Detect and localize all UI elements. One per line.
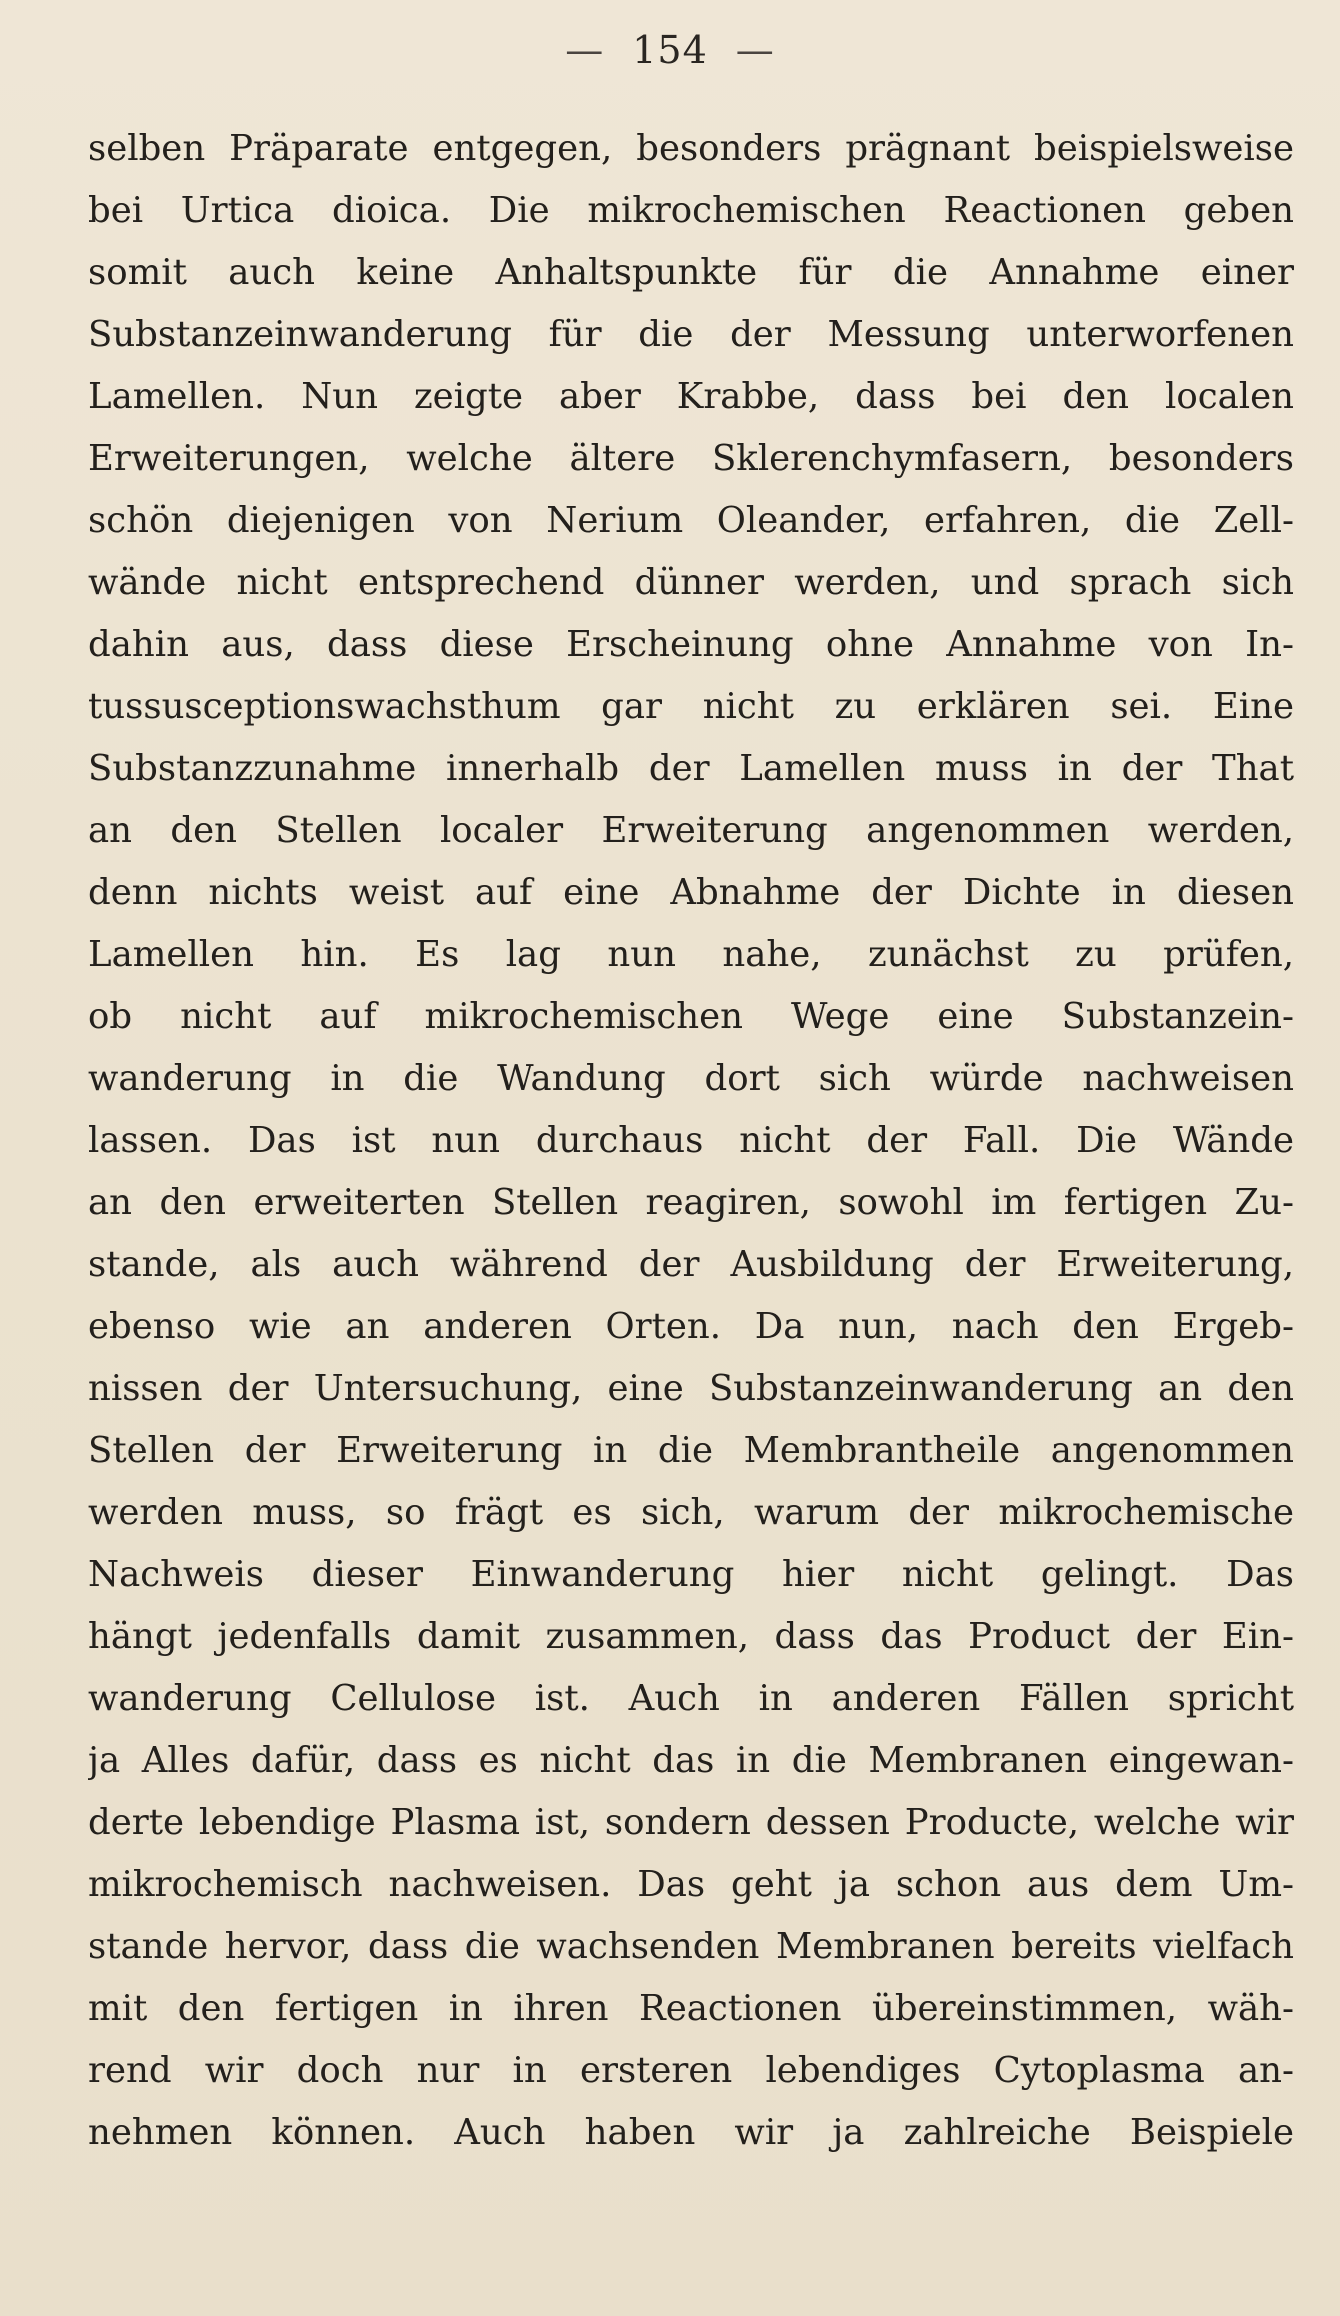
body-text [88,118,1294,2164]
text-line: somit auch keine Anhaltspunkte für die Annahme einer [88,252,1294,293]
text-line: schön diejenigen von Nerium Oleander, erfahren, die Zell- [88,500,1294,541]
text-line: stande, als auch während der Ausbildung der Erweiterung, [88,1244,1294,1285]
text-line: Nachweis dieser Einwanderung hier nicht gelingt. Das [88,1554,1294,1595]
text-line: tussusceptionswachsthum gar nicht zu erklären sei. Eine [88,686,1294,727]
text-line: denn nichts weist auf eine Abnahme der Dichte in diesen [88,872,1294,913]
header-dash-left: — [565,28,605,72]
text-line: Erweiterungen, welche ältere Sklerenchymfasern, besonders [88,438,1294,479]
text-line: bei Urtica dioica. Die mikrochemischen Reactionen geben [88,190,1294,231]
text-line: stande hervor, dass die wachsenden Membranen bereits vielfach [88,1926,1294,1967]
text-line: wanderung Cellulose ist. Auch in anderen Fällen spricht [88,1678,1294,1719]
text-line: Lamellen. Nun zeigte aber Krabbe, dass bei den localen [88,376,1294,417]
text-line: mikrochemisch nachweisen. Das geht ja schon aus dem Um- [88,1864,1294,1905]
text-line: nissen der Untersuchung, eine Substanzeinwanderung an den [88,1368,1294,1409]
header-dash-right: — [735,28,775,72]
text-line: derte lebendige Plasma ist, sondern dessen Producte, welche wir [88,1802,1294,1843]
text-line: Lamellen hin. Es lag nun nahe, zunächst zu prüfen, [88,934,1294,975]
text-line: Substanzzunahme innerhalb der Lamellen muss in der That [88,748,1294,789]
text-line: selben Präparate entgegen, besonders prägnant beispielsweise [88,128,1294,169]
text-line: werden muss, so frägt es sich, warum der mikrochemische [88,1492,1294,1533]
text-line: lassen. Das ist nun durchaus nicht der Fall. Die Wände [88,1120,1294,1161]
text-line: wanderung in die Wandung dort sich würde nachweisen [88,1058,1294,1099]
text-line: Stellen der Erweiterung in die Membrantheile angenommen [88,1430,1294,1471]
text-line: wände nicht entsprechend dünner werden, und sprach sich [88,562,1294,603]
text-line: an den erweiterten Stellen reagiren, sowohl im fertigen Zu- [88,1182,1294,1223]
text-line: ob nicht auf mikrochemischen Wege eine Substanzein- [88,996,1294,1037]
page-number: 154 [632,28,708,72]
text-line: dahin aus, dass diese Erscheinung ohne Annahme von In- [88,624,1294,665]
text-line: mit den fertigen in ihren Reactionen übereinstimmen, wäh- [88,1988,1294,2029]
text-line: ja Alles dafür, dass es nicht das in die Membranen eingewan- [88,1740,1294,1781]
text-line: rend wir doch nur in ersteren lebendiges Cytoplasma an- [88,2050,1294,2091]
text-line: ebenso wie an anderen Orten. Da nun, nach den Ergeb- [88,1306,1294,1347]
text-line: an den Stellen localer Erweiterung angenommen werden, [88,810,1294,851]
text-line: nehmen können. Auch haben wir ja zahlreiche Beispiele [88,2112,1294,2153]
page-header [0,28,1340,72]
text-line: Substanzeinwanderung für die der Messung unterworfenen [88,314,1294,355]
text-line: hängt jedenfalls damit zusammen, dass das Product der Ein- [88,1616,1294,1657]
